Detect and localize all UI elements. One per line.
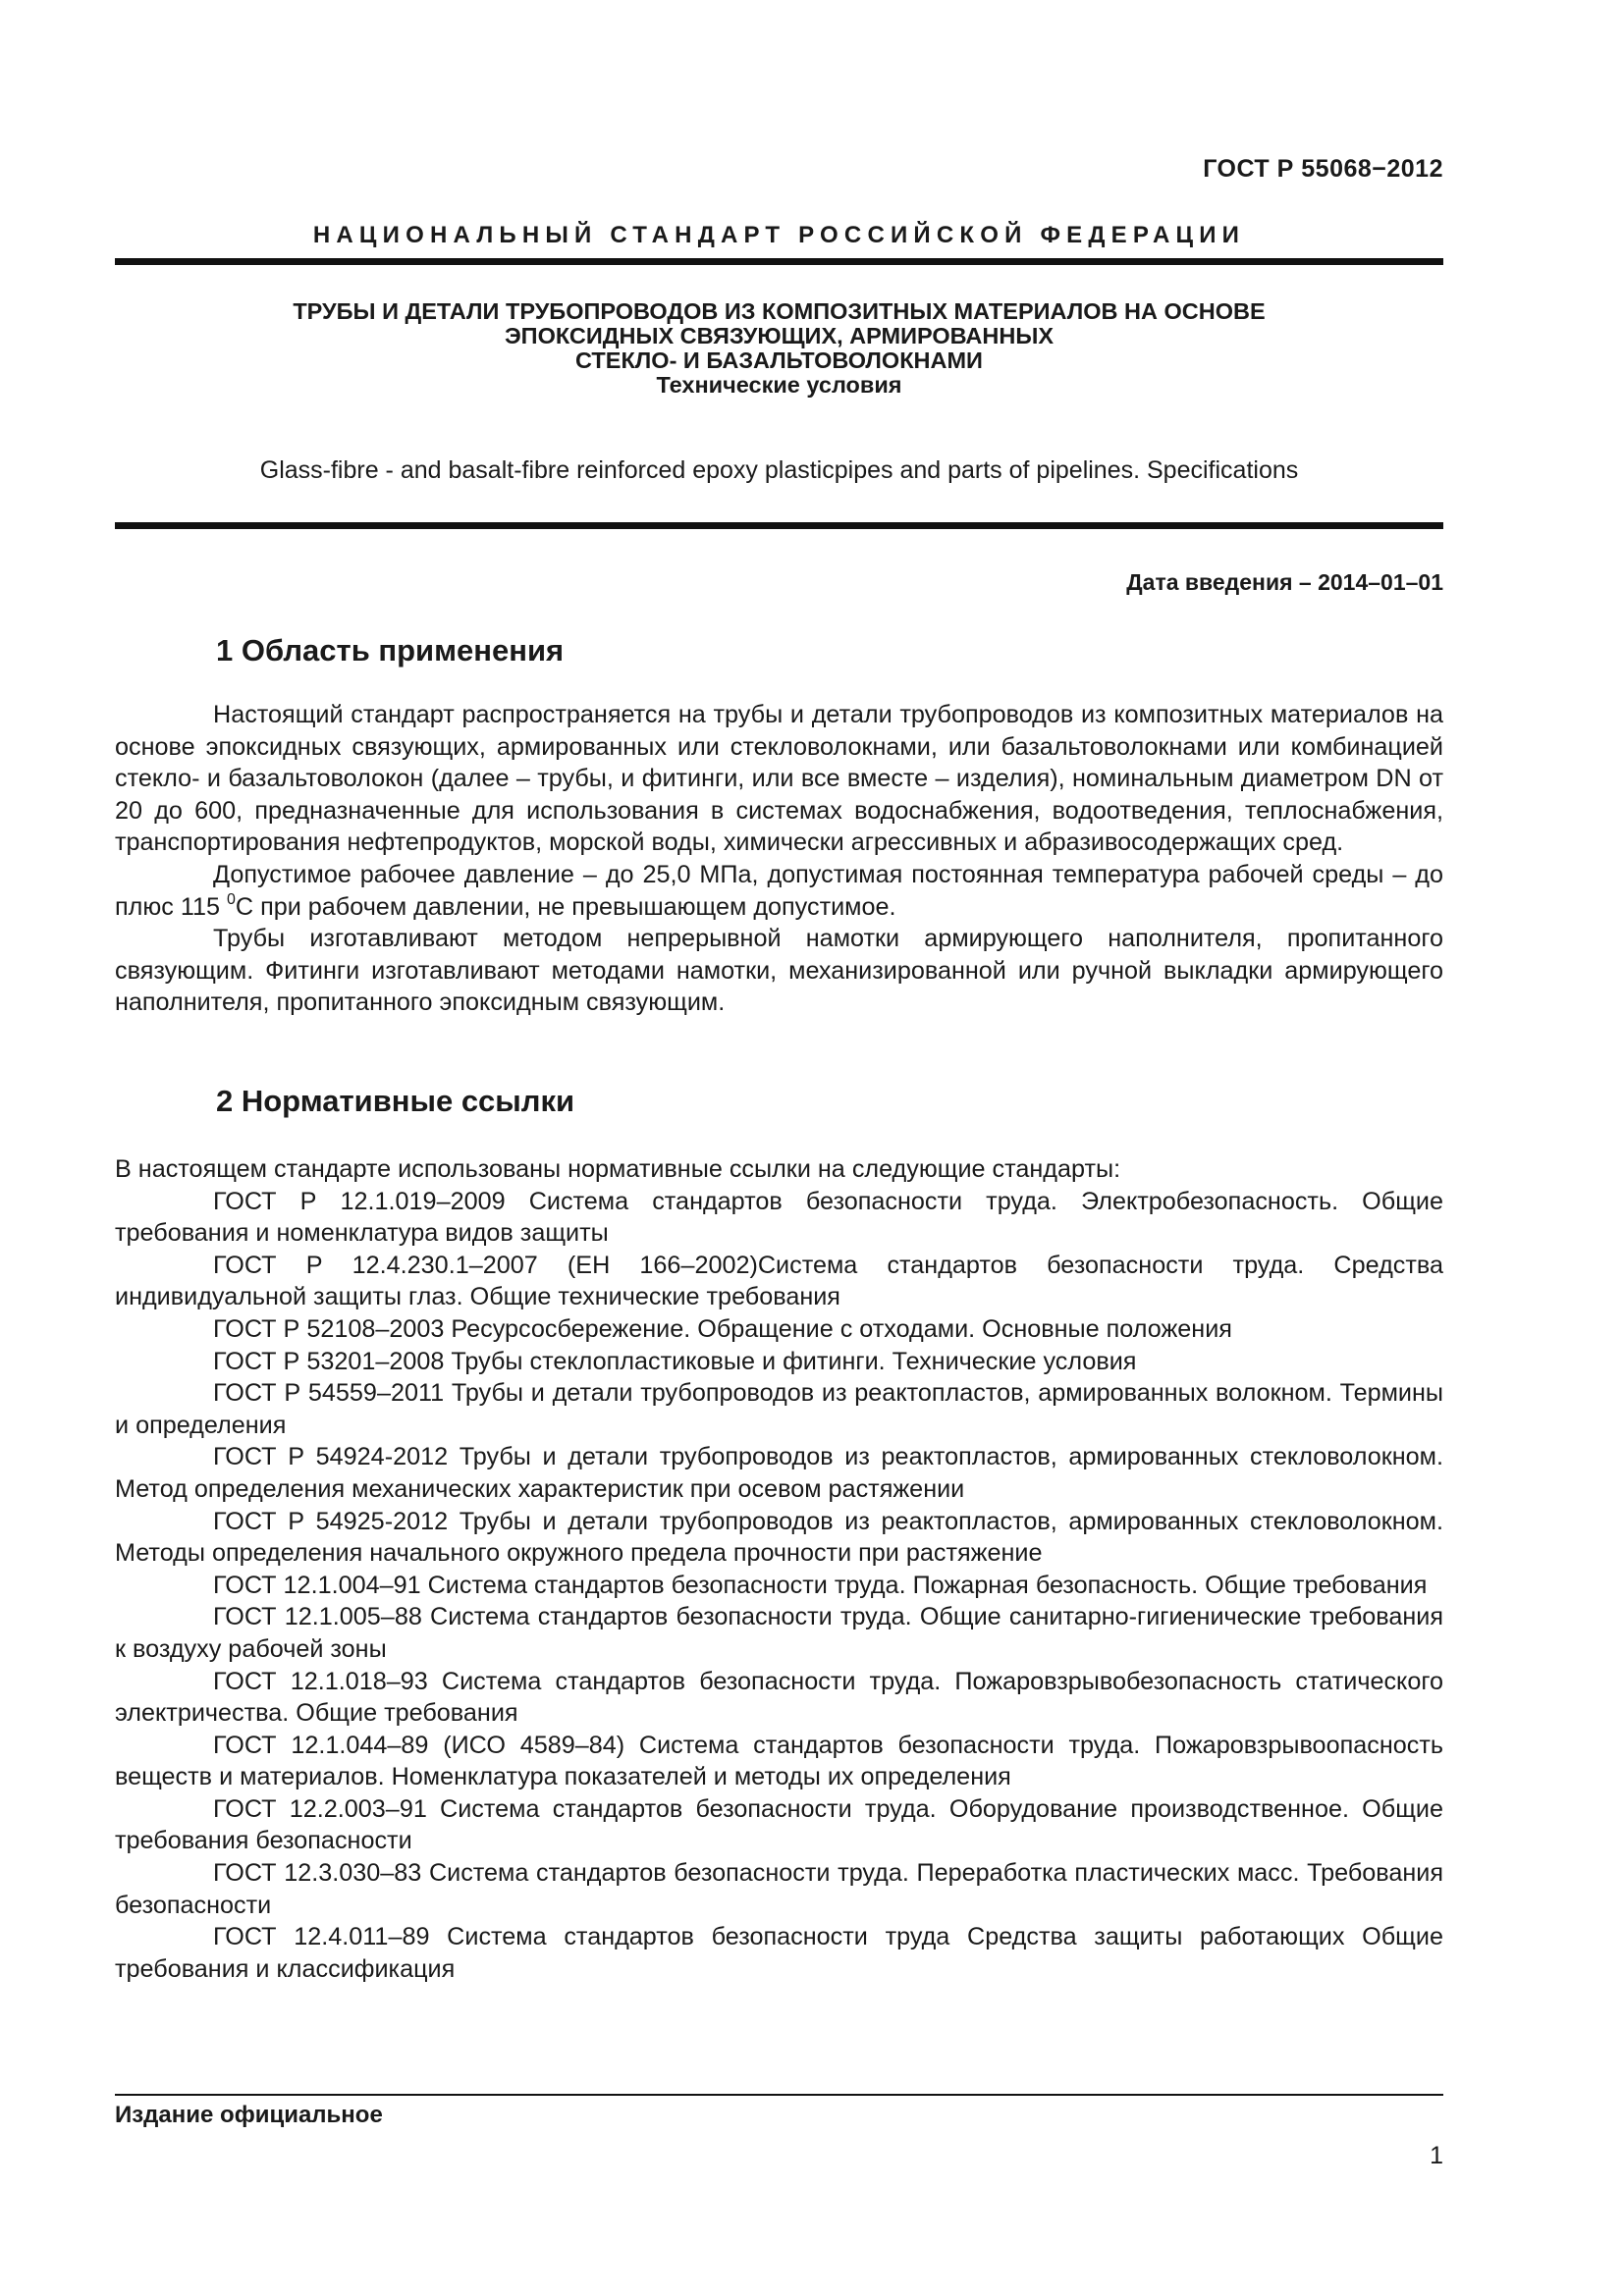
intro-date: Дата введения – 2014–01–01 [1126, 569, 1443, 595]
references-lead: В настоящем стандарте использованы нормативные ссылки на следующие стандарты: [115, 1155, 1121, 1183]
page-number: 1 [1430, 2142, 1443, 2169]
title-line-2: ЭПОКСИДНЫХ СВЯЗУЮЩИХ, АРМИРОВАННЫХ [504, 323, 1055, 348]
reference-item: ГОСТ 12.1.004–91 Система стандартов безопасности труда. Пожарная безопасность. Общие требования [213, 1571, 1428, 1599]
reference-item: ГОСТ 12.1.005–88 Система стандартов безопасности труда. Общие санитарно-гигиенические требования к воздуху рабочей зоны [115, 1603, 1443, 1663]
english-title: Glass-fibre - and basalt-fibre reinforced epoxy plasticpipes and parts of pipelines. Specifications [259, 456, 1299, 484]
degree-superscript: 0 [226, 890, 236, 908]
reference-item: ГОСТ 12.2.003–91 Система стандартов безопасности труда. Оборудование производственное. Общие требования безопасности [115, 1794, 1443, 1855]
reference-item: ГОСТ Р 52108–2003 Ресурсосбережение. Обращение с отходами. Основные положения [213, 1314, 1232, 1343]
paragraph: Трубы изготавливают методом непрерывной намотки армирующего наполнителя, пропитанного связующим. Фитинги изготавливают методами намотки, механизированной или ручной выкладки армирующего наполнителя, пропитанного эпоксидным связующим. [115, 925, 1443, 1017]
reference-item: ГОСТ Р 54559–2011 Трубы и детали трубопроводов из реактопластов, армированных волокном. Термины и определения [115, 1379, 1443, 1439]
reference-item: ГОСТ Р 12.1.019–2009 Система стандартов безопасности труда. Электробезопасность. Общие требования и номенклатура видов защиты [115, 1187, 1443, 1248]
section-2-heading: 2 Нормативные ссылки [216, 1084, 575, 1118]
standard-number: ГОСТ Р 55068−2012 [1203, 155, 1443, 183]
title-line-3: СТЕКЛО- И БАЗАЛЬТОВОЛОКНАМИ [575, 347, 983, 373]
document-title [115, 299, 1443, 398]
reference-item: ГОСТ Р 54925-2012 Трубы и детали трубопроводов из реактопластов, армированных стекловолокном. Методы определения начального окружного предела прочности при растяжение [115, 1507, 1443, 1568]
paragraph: Настоящий стандарт распространяется на трубы и детали трубопроводов из композитных материалов на основе эпоксидных связующих, армированных или стекловолокнами, или базальтоволокнами или комбинацией стекло- и базальтоволокон (далее – трубы, и фитинги, или все вместе – изделия), номинальным диаметром DN от 20 до 600, предназначенные для использования в системах водоснабжения, водоотведения, теплоснабжения, транспортирования нефтепродуктов, морской воды, химически агрессивных и абразивосодержащих сред. [115, 701, 1443, 857]
title-rule [115, 522, 1443, 529]
section-2-body [115, 1153, 1443, 1985]
paragraph-text: Допустимое рабочее давление – до 25,0 МПа, допустимая постоянная температура рабочей среды – до плюс 115 [115, 860, 1443, 921]
header-rule [115, 258, 1443, 265]
title-subtitle: Технические условия [656, 372, 902, 398]
reference-item: ГОСТ Р 12.4.230.1–2007 (ЕН 166–2002)Система стандартов безопасности труда. Средства индивидуальной защиты глаз. Общие технические требования [115, 1251, 1443, 1311]
section-1-heading: 1 Область применения [216, 633, 565, 667]
section-1-body [115, 699, 1443, 1019]
reference-item: ГОСТ 12.1.044–89 (ИСО 4589–84) Система стандартов безопасности труда. Пожаровзрывоопасность веществ и материалов. Номенклатура показателей и методы их определения [115, 1731, 1443, 1791]
national-standard-title: НАЦИОНАЛЬНЫЙ СТАНДАРТ РОССИЙСКОЙ ФЕДЕРАЦИИ [312, 222, 1246, 248]
paragraph-text: С при рабочем давлении, не превышающем допустимое. [235, 892, 896, 921]
paragraph [115, 859, 1443, 923]
reference-item: ГОСТ 12.4.011–89 Система стандартов безопасности труда Средства защиты работающих Общие требования и классификация [115, 1923, 1443, 1983]
reference-item: ГОСТ Р 53201–2008 Трубы стеклопластиковые и фитинги. Технические условия [213, 1347, 1137, 1375]
footer-rule [115, 2094, 1443, 2096]
official-edition-label: Издание официальное [115, 2102, 383, 2128]
reference-item: ГОСТ 12.3.030–83 Система стандартов безопасности труда. Переработка пластических масс. Требования безопасности [115, 1859, 1443, 1919]
reference-item: ГОСТ Р 54924-2012 Трубы и детали трубопроводов из реактопластов, армированных стекловолокном. Метод определения механических характеристик при осевом растяжении [115, 1443, 1443, 1503]
title-line-1: ТРУБЫ И ДЕТАЛИ ТРУБОПРОВОДОВ ИЗ КОМПОЗИТНЫХ МАТЕРИАЛОВ НА ОСНОВЕ [293, 298, 1266, 324]
reference-item: ГОСТ 12.1.018–93 Система стандартов безопасности труда. Пожаровзрывобезопасность статического электричества. Общие требования [115, 1667, 1443, 1728]
